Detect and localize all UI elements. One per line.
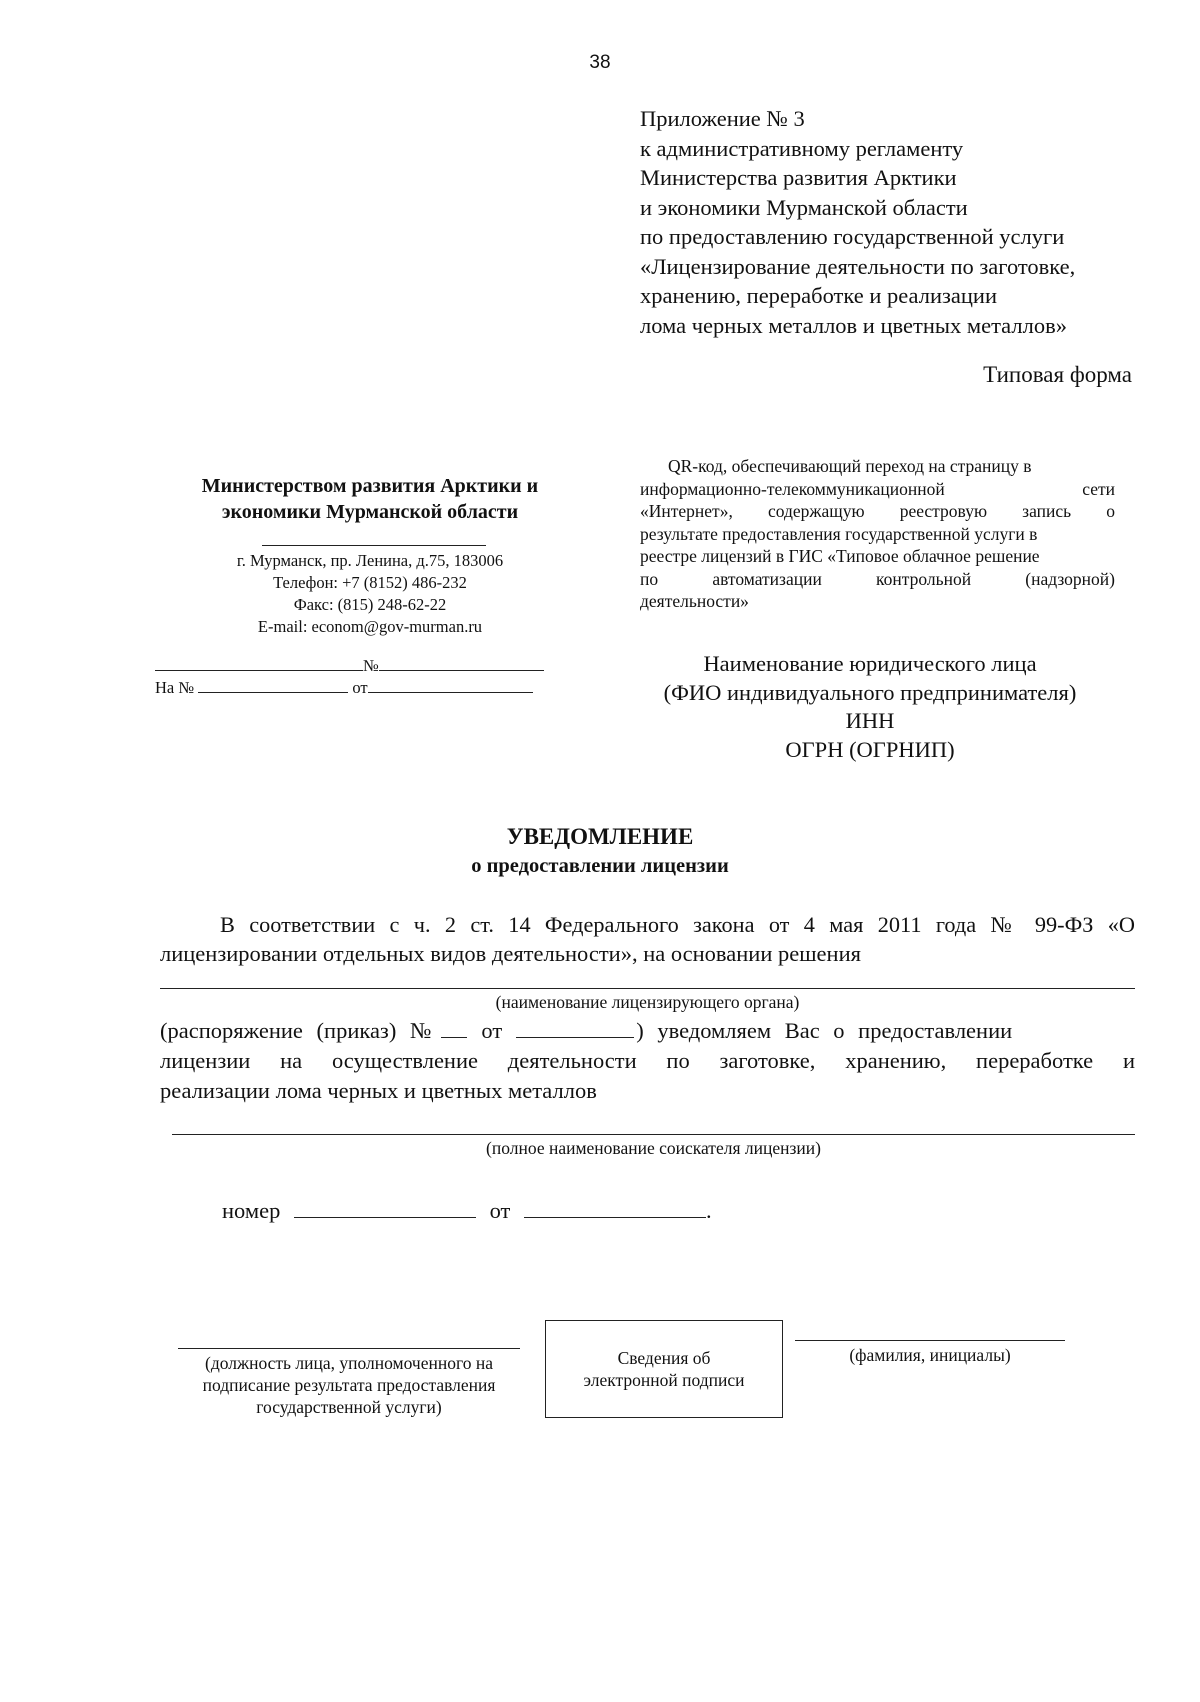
incoming-number-row [155, 678, 533, 698]
document-subtitle: о предоставлении лицензии [471, 855, 729, 877]
outgoing-number-row [155, 656, 544, 676]
license-date-blank [524, 1203, 706, 1218]
sender-address: г. Мурманск, пр. Ленина, д.75, 183006 [236, 551, 504, 570]
body-paragraph-2-line-3: реализации лома черных и цветных металлов [160, 1078, 597, 1103]
document-title: УВЕДОМЛЕНИЕ [506, 824, 694, 849]
order-date-blank [516, 1023, 634, 1038]
signer-caption-line: подписание результата предоставления [202, 1375, 496, 1395]
signature-box-line: электронной подписи [583, 1370, 745, 1390]
recipient-line: ИНН [845, 708, 895, 733]
recipient-line: Наименование юридического лица [703, 651, 1037, 676]
form-type-label: Типовая форма [983, 362, 1132, 387]
applicant-name-line [172, 1134, 1135, 1135]
recipient-line: (ФИО индивидуального предпринимателя) [663, 679, 1077, 705]
appendix-line: и экономики Мурманской области [640, 194, 968, 220]
licensing-authority-caption: (наименование лицензирующего органа) [495, 992, 800, 1012]
incoming-from-label: от [352, 678, 368, 697]
signer-name-line [795, 1340, 1065, 1341]
appendix-line: «Лицензирование деятельности по заготовке, [640, 253, 1076, 279]
appendix-line: Приложение № 3 [640, 106, 805, 131]
license-number-label: номер [222, 1198, 281, 1223]
order-number-blank [441, 1023, 467, 1038]
sender-fax: Факс: (815) 248-62-22 [293, 595, 447, 614]
sender-contacts [170, 550, 570, 638]
incoming-number-label: На № [155, 678, 195, 697]
recipient-line: ОГРН (ОГРНИП) [785, 736, 955, 762]
body-paragraph-2-line-2: лицензии на осуществление деятельности по заготовке, хранению, переработке и [160, 1048, 1135, 1073]
qr-code-notice [640, 455, 1115, 613]
qr-notice-line: реестре лицензий в ГИС «Типовое облачное решение [640, 546, 1040, 566]
applicant-name-caption: (полное наименование соискателя лицензии) [486, 1138, 821, 1158]
appendix-line: хранению, переработке и реализации [640, 283, 998, 308]
qr-notice-line: по автоматизации контрольной (надзорной) [640, 568, 1115, 589]
sender-name-line: экономики Мурманской области [221, 501, 519, 523]
signer-caption-line: государственной услуги) [256, 1397, 442, 1417]
appendix-line: к административному регламенту [640, 135, 964, 161]
signer-position-caption [168, 1352, 530, 1418]
outgoing-date-blank [155, 656, 363, 671]
qr-notice-line: QR-код, обеспечивающий переход на страницу в [668, 456, 1032, 476]
license-row-end: . [706, 1198, 712, 1223]
qr-notice-line: «Интернет», содержащую реестровую запись о [640, 501, 1115, 521]
sender-divider [262, 545, 486, 546]
signer-name-caption: (фамилия, инициалы) [849, 1345, 1011, 1365]
outgoing-number-blank [379, 656, 544, 671]
outgoing-number-label: № [363, 656, 379, 675]
license-number-row [222, 1196, 922, 1225]
qr-notice-line: деятельности» [640, 591, 749, 611]
page-number: 38 [589, 52, 611, 73]
notification-text: ) уведомляем Вас о предоставлении [636, 1018, 1013, 1043]
qr-notice-line: результате предоставления государственной услуги в [640, 523, 1038, 544]
body-paragraph-1-line-2: лицензировании отдельных видов деятельности», на основании решения [160, 941, 861, 966]
appendix-line: лома черных металлов и цветных металлов» [640, 312, 1067, 338]
appendix-line: по предоставлению государственной услуги [640, 224, 1065, 249]
incoming-date-blank [368, 678, 533, 693]
electronic-signature-box [545, 1320, 783, 1418]
body-paragraph-2-line-1 [160, 1016, 1135, 1045]
sender-name-line: Министерством развития Арктики и [201, 475, 539, 497]
appendix-header [640, 104, 1180, 340]
sender-email: E-mail: econom@gov-murman.ru [257, 617, 483, 636]
incoming-number-blank [198, 678, 348, 693]
body-paragraph-1-line-1: В соответствии с ч. 2 ст. 14 Федерального закона от 4 мая 2011 года № 99-ФЗ «О [220, 912, 1135, 937]
signer-position-line [178, 1348, 520, 1349]
order-from-label: от [481, 1018, 503, 1043]
order-label: (распоряжение (приказ) № [160, 1018, 432, 1043]
signer-caption-line: (должность лица, уполномоченного на [205, 1353, 493, 1373]
license-number-blank [294, 1203, 476, 1218]
appendix-line: Министерства развития Арктики [640, 165, 957, 190]
recipient-block [620, 650, 1120, 764]
signature-box-line: Сведения об [617, 1348, 711, 1368]
qr-notice-line: информационно-телекоммуникационной сети [640, 478, 1115, 499]
licensing-authority-line [160, 988, 1135, 989]
license-from-label: от [489, 1198, 511, 1223]
sender-phone: Телефон: +7 (8152) 486-232 [273, 573, 467, 592]
sender-ministry-name [160, 473, 580, 525]
